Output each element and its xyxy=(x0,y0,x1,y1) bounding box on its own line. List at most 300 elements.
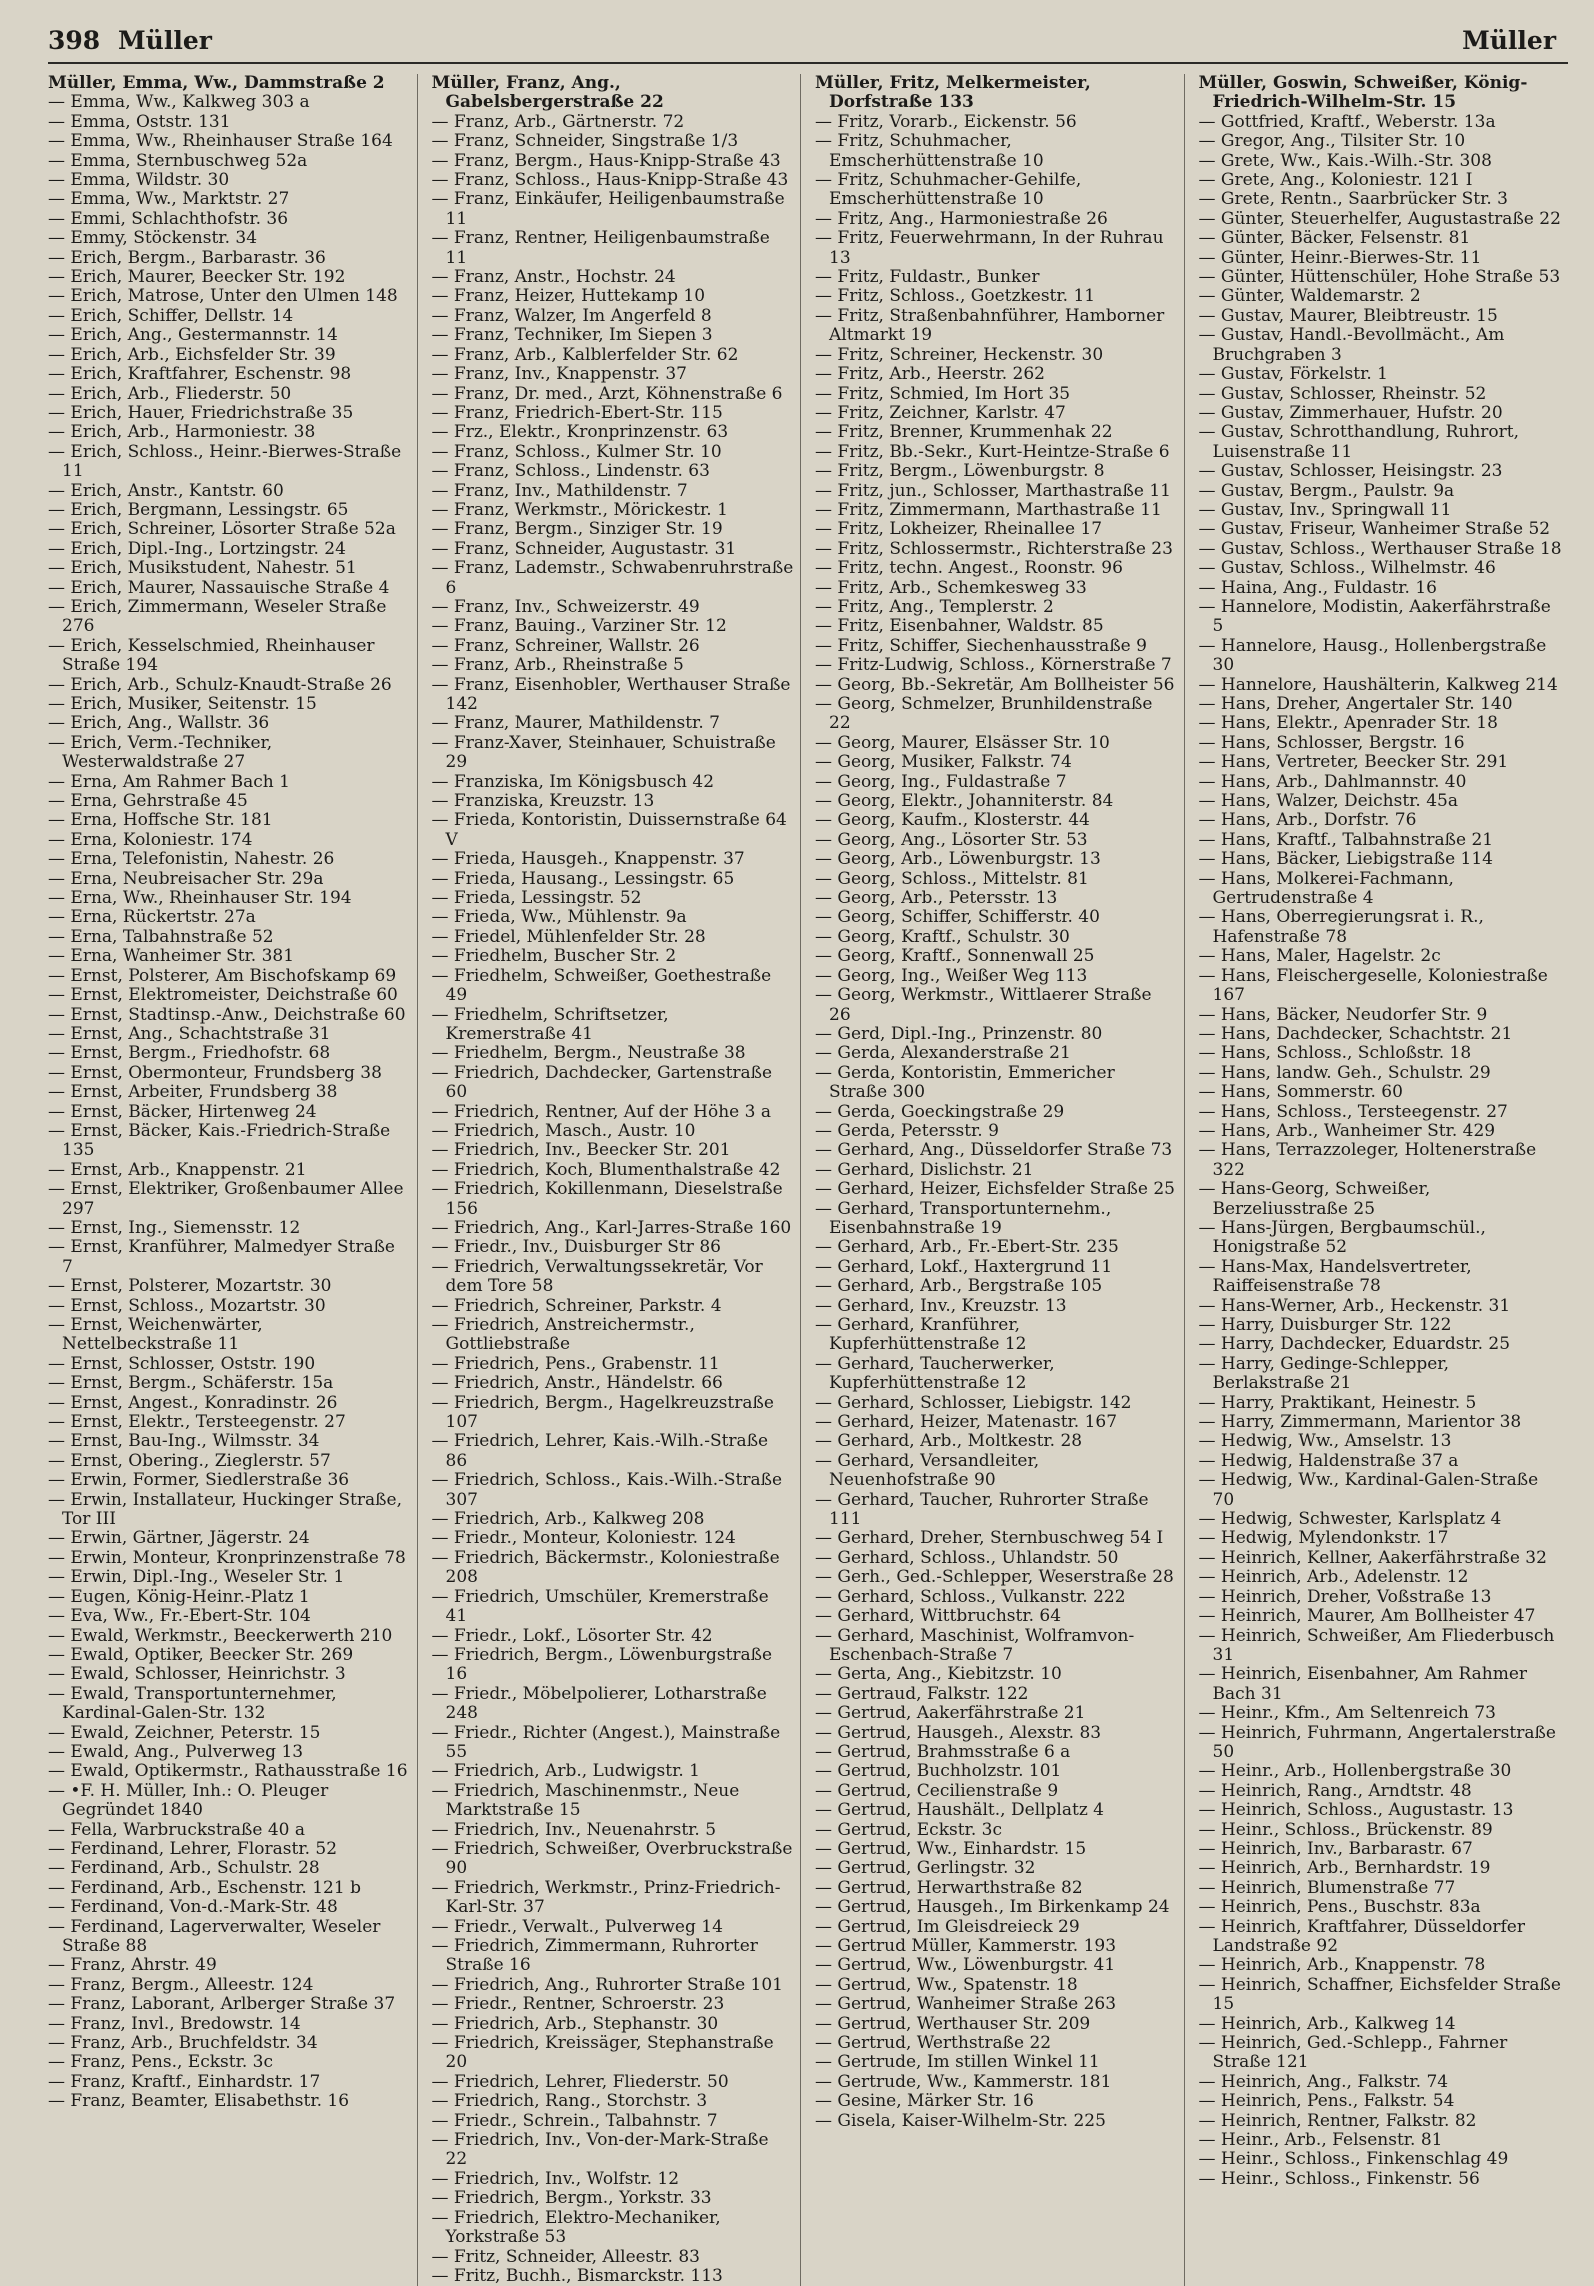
directory-entry: — Ernst, Arb., Knappenstr. 21 xyxy=(48,1159,307,1180)
directory-entry: — Georg, Kraftf., Schulstr. 30 xyxy=(815,926,1070,947)
directory-entry: — Gertraud, Falkstr. 122 xyxy=(815,1683,1029,1704)
directory-entry: — Ewald, Ang., Pulverweg 13 xyxy=(48,1741,304,1762)
directory-entry: — Georg, Ing., Fuldastraße 7 xyxy=(815,771,1067,792)
directory-entry: — Fritz, Bb.-Sekr., Kurt-Heintze-Straße 6 xyxy=(815,441,1170,462)
directory-entry: — Heinrich, Schloss., Augustastr. 13 xyxy=(1198,1800,1514,1821)
directory-entry: — Hans, Sommerstr. 60 xyxy=(1198,1082,1403,1103)
directory-entry: Müller, Goswin, Schweißer, König-Friedrich-Wilhelm-Str. 15 xyxy=(1198,73,1528,113)
directory-entry: — Haina, Ang., Fuldastr. 16 xyxy=(1198,577,1437,598)
directory-entry: — Franz, Schneider, Augustastr. 31 xyxy=(431,538,737,559)
directory-entry: — Gerhard, Versandleiter, Neuenhofstraße 90 xyxy=(815,1450,1040,1491)
directory-entry: — Ernst, Arbeiter, Frundsberg 38 xyxy=(48,1082,338,1103)
directory-entry: — Friedr., Rentner, Schroerstr. 23 xyxy=(431,1994,725,2015)
directory-entry: — Franz, Schloss., Kulmer Str. 10 xyxy=(431,441,722,462)
directory-entry: — Harry, Gedinge-Schlepper, Berlakstraße 21 xyxy=(1198,1353,1449,1394)
directory-entry: — Friedrich, Dachdecker, Gartenstraße 60 xyxy=(431,1062,773,1103)
page-header xyxy=(48,22,1568,64)
directory-entry: — Ernst, Polsterer, Am Bischofskamp 69 xyxy=(48,965,397,986)
directory-entry: — Heinrich, Rentner, Falkstr. 82 xyxy=(1198,2110,1477,2131)
directory-entry: — Ernst, Angest., Konradinstr. 26 xyxy=(48,1392,338,1413)
directory-entry: — Gisela, Kaiser-Wilhelm-Str. 225 xyxy=(815,2110,1106,2131)
directory-entry: — Franz, Bergm., Haus-Knipp-Straße 43 xyxy=(431,150,781,171)
directory-entry: — Georg, Maurer, Elsässer Str. 10 xyxy=(815,732,1110,753)
directory-entry: — •F. H. Müller, Inh.: O. Pleuger Gegründet 1840 xyxy=(48,1780,329,1821)
directory-entry: — Gerda, Goeckingstraße 29 xyxy=(815,1101,1065,1122)
directory-entry: — Georg, Schiffer, Schifferstr. 40 xyxy=(815,907,1100,928)
directory-entry: — Frieda, Ww., Mühlenstr. 9a xyxy=(431,907,687,928)
directory-entry: — Gerda, Kontoristin, Emmericher Straße 300 xyxy=(815,1062,1115,1103)
directory-entry: — Friedrich, Rang., Storchstr. 3 xyxy=(431,2091,708,2112)
directory-entry: — Gertrud, Hausgeh., Alexstr. 83 xyxy=(815,1722,1102,1743)
directory-entry: — Heinrich, Fuhrmann, Angertalerstraße 50 xyxy=(1198,1722,1556,1762)
directory-entry: — Hedwig, Ww., Amselstr. 13 xyxy=(1198,1431,1452,1452)
directory-entry: — Hans, Maler, Hagelstr. 2c xyxy=(1198,946,1441,967)
directory-entry: — Friedel, Mühlenfelder Str. 28 xyxy=(431,926,706,947)
directory-entry: — Heinrich, Dreher, Voßstraße 13 xyxy=(1198,1586,1492,1607)
directory-entry: — Friedrich, Bergm., Löwenburgstraße 16 xyxy=(431,1644,773,1685)
directory-entry: — Fritz-Ludwig, Schloss., Körnerstraße 7 xyxy=(815,655,1172,676)
directory-entry: — Ernst, Bäcker, Hirtenweg 24 xyxy=(48,1101,317,1122)
directory-entry: — Franz, Schloss., Haus-Knipp-Straße 43 xyxy=(431,170,789,191)
directory-entry: — Ernst, Bergm., Friedhofstr. 68 xyxy=(48,1043,331,1064)
directory-entry: — Fritz, Ang., Harmoniestraße 26 xyxy=(815,208,1108,229)
directory-entry: — Georg, Arb., Löwenburgstr. 13 xyxy=(815,849,1101,870)
directory-entry: — Hans, Arb., Wanheimer Str. 429 xyxy=(1198,1120,1496,1141)
directory-entry: — Friedrich, Koch, Blumenthalstraße 42 xyxy=(431,1159,781,1180)
directory-entry: — Eva, Ww., Fr.-Ebert-Str. 104 xyxy=(48,1606,311,1627)
directory-entry: — Erna, Wanheimer Str. 381 xyxy=(48,946,295,967)
directory-entry: — Gerta, Ang., Kiebitzstr. 10 xyxy=(815,1664,1062,1685)
directory-entry: — Friedr., Richter (Angest.), Mainstraße 55 xyxy=(431,1722,781,1762)
directory-entry: — Friedrich, Bergm., Hagelkreuzstraße 107 xyxy=(431,1392,774,1433)
directory-entry: — Friedrich, Anstreichermstr., Gottliebstraße xyxy=(431,1315,695,1355)
directory-entry: — Gerhard, Arb., Bergstraße 105 xyxy=(815,1276,1103,1297)
directory-entry: — Fritz, Schuhmacher-Gehilfe, Emscherhüttenstraße 10 xyxy=(815,170,1082,210)
directory-entry: — Fritz, Arb., Schemkesweg 33 xyxy=(815,577,1087,598)
directory-entry: — Franz, Eisenhobler, Werthauser Straße 142 xyxy=(431,674,791,714)
directory-entry: — Hans, Dreher, Angertaler Str. 140 xyxy=(1198,694,1513,714)
directory-entry: — Gerhard, Lokf., Haxtergrund 11 xyxy=(815,1256,1113,1277)
directory-entry: — Gertrud, Brahmsstraße 6 a xyxy=(815,1741,1071,1762)
directory-entry: — Friedrich, Schloss., Kais.-Wilh.-Straße 307 xyxy=(431,1470,783,1510)
directory-entry: — Georg, Arb., Petersstr. 13 xyxy=(815,888,1058,909)
directory-entry: — Erwin, Dipl.-Ing., Weseler Str. 1 xyxy=(48,1567,345,1588)
directory-entry: — Heinrich, Arb., Kalkweg 14 xyxy=(1198,2013,1456,2034)
directory-entry: — Fritz, Ang., Templerstr. 2 xyxy=(815,596,1054,617)
directory-entry: — Heinrich, Eisenbahner, Am Rahmer Bach 31 xyxy=(1198,1664,1528,1704)
directory-entry: — Ewald, Optikermstr., Rathausstraße 16 xyxy=(48,1761,408,1782)
directory-entry: — Ernst, Weichenwärter, Nettelbeckstraße 11 xyxy=(48,1315,263,1355)
directory-entry: — Günter, Steuerhelfer, Augustastraße 22 xyxy=(1198,208,1561,229)
directory-entry: — Grete, Rentn., Saarbrücker Str. 3 xyxy=(1198,189,1508,210)
directory-entry: — Erich, Arb., Schulz-Knaudt-Straße 26 xyxy=(48,674,392,695)
directory-entry: — Hannelore, Hausg., Hollenbergstraße 30 xyxy=(1198,635,1547,676)
directory-entry: — Fritz, Vorarb., Eickenstr. 56 xyxy=(815,111,1077,132)
directory-entry: — Friedrich, Arb., Kalkweg 208 xyxy=(431,1509,705,1530)
directory-entry: — Ernst, Stadtinsp.-Anw., Deichstraße 60 xyxy=(48,1004,406,1025)
directory-entry: — Ernst, Ang., Schachtstraße 31 xyxy=(48,1023,331,1044)
directory-entry: — Gustav, Schlosser, Rheinstr. 52 xyxy=(1198,383,1487,404)
directory-entry: — Fritz, Schloss., Goetzkestr. 11 xyxy=(815,286,1096,307)
directory-entry: — Erich, Arb., Fliederstr. 50 xyxy=(48,383,292,404)
directory-entry: — Franz, Schneider, Singstraße 1/3 xyxy=(431,131,739,152)
directory-entry: — Gertrud, Ww., Einhardstr. 15 xyxy=(815,1838,1087,1859)
column-4 xyxy=(1199,74,1569,2286)
directory-entry: — Gustav, Handl.-Bevollmächt., Am Bruchgraben 3 xyxy=(1198,325,1505,365)
directory-entry: — Gustav, Friseur, Wanheimer Straße 52 xyxy=(1198,519,1551,540)
directory-entry: — Georg, Schmelzer, Brunhildenstraße 22 xyxy=(815,694,1153,734)
directory-entry: — Hans, Bäcker, Liebigstraße 114 xyxy=(1198,849,1493,870)
directory-entry: — Gertrud, Gerlingstr. 32 xyxy=(815,1858,1036,1879)
directory-entry: — Hedwig, Haldenstraße 37 a xyxy=(1198,1450,1459,1471)
directory-entry: — Fritz, Bergm., Löwenburgstr. 8 xyxy=(815,461,1105,482)
directory-entry: — Harry, Zimmermann, Marientor 38 xyxy=(1198,1412,1522,1433)
directory-entry: — Ernst, Ing., Siemensstr. 12 xyxy=(48,1217,301,1238)
directory-entry: — Ernst, Bau-Ing., Wilmsstr. 34 xyxy=(48,1431,320,1452)
directory-entry: — Friedr., Inv., Duisburger Str 86 xyxy=(431,1237,721,1258)
directory-entry: — Erwin, Gärtner, Jägerstr. 24 xyxy=(48,1528,310,1549)
directory-entry: — Frieda, Hausgeh., Knappenstr. 37 xyxy=(431,849,745,870)
directory-entry: — Franz, Rentner, Heiligenbaumstraße 11 xyxy=(431,228,770,268)
directory-entry: — Fritz, Schreiner, Heckenstr. 30 xyxy=(815,344,1104,365)
directory-entry: — Gregor, Ang., Tilsiter Str. 10 xyxy=(1198,131,1466,152)
directory-entry: — Erich, Schloss., Heinr.-Bierwes-Straße 11 xyxy=(48,441,402,482)
directory-entry: — Gertrude, Ww., Kammerstr. 181 xyxy=(815,2071,1112,2092)
directory-entry: — Franz, Schloss., Lindenstr. 63 xyxy=(431,461,710,482)
directory-entry: — Fritz, Arb., Heerstr. 262 xyxy=(815,364,1045,385)
directory-entry: — Erich, Bergm., Barbarastr. 36 xyxy=(48,247,326,268)
directory-entry: — Gerhard, Schloss., Uhlandstr. 50 xyxy=(815,1547,1119,1568)
directory-entry: — Frieda, Lessingstr. 52 xyxy=(431,888,642,909)
directory-entry: — Erich, Anstr., Kantstr. 60 xyxy=(48,480,284,501)
directory-entry: — Erich, Arb., Eichsfelder Str. 39 xyxy=(48,344,336,365)
directory-entry: — Georg, Kaufm., Klosterstr. 44 xyxy=(815,810,1090,831)
directory-entry: — Friedrich, Inv., Beecker Str. 201 xyxy=(431,1140,731,1161)
directory-entry: — Heinr., Schloss., Finkenstr. 56 xyxy=(1198,2168,1480,2189)
directory-entry: — Gustav, Schrotthandlung, Ruhrort, Luisenstraße 11 xyxy=(1198,422,1520,462)
directory-entry: — Fella, Warbruckstraße 40 a xyxy=(48,1819,305,1840)
directory-entry: — Emma, Oststr. 131 xyxy=(48,111,231,132)
directory-entry: — Georg, Kraftf., Sonnenwall 25 xyxy=(815,946,1095,967)
directory-entry: — Emma, Ww., Kalkweg 303 a xyxy=(48,92,310,113)
directory-entry: — Hans, Arb., Dorfstr. 76 xyxy=(1198,810,1417,831)
directory-entry: — Georg, Werkmstr., Wittlaerer Straße 26 xyxy=(815,985,1152,1025)
directory-entry: Müller, Franz, Ang., Gabelsbergerstraße 22 xyxy=(431,73,664,113)
directory-entry: — Gerhard, Kranführer, Kupferhüttenstraße 12 xyxy=(815,1315,1027,1355)
directory-entry: — Erich, Ang., Wallstr. 36 xyxy=(48,713,270,734)
directory-entry: — Friedrich, Zimmermann, Ruhrorter Straße 16 xyxy=(431,1936,758,1976)
directory-entry: — Friedr., Lokf., Lösorter Str. 42 xyxy=(431,1625,713,1646)
directory-entry: — Hans, Fleischergeselle, Koloniestraße 167 xyxy=(1198,965,1548,1006)
directory-entry: — Heinrich, Pens., Falkstr. 54 xyxy=(1198,2091,1455,2112)
directory-entry: — Franz, Inv., Mathildenstr. 7 xyxy=(431,480,688,501)
directory-entry: — Franz, Arb., Gärtnerstr. 72 xyxy=(431,111,685,132)
directory-entry: — Fritz, techn. Angest., Roonstr. 96 xyxy=(815,558,1123,579)
directory-entry: — Hedwig, Mylendonkstr. 17 xyxy=(1198,1528,1449,1549)
directory-entry: — Ewald, Werkmstr., Beeckerwerth 210 xyxy=(48,1625,393,1646)
directory-entry: — Erich, Schreiner, Lösorter Straße 52a xyxy=(48,519,396,540)
directory-entry: — Gertrud, Eckstr. 3c xyxy=(815,1819,1002,1840)
directory-entry: — Franz, Lademstr., Schwabenruhrstraße 6 xyxy=(431,558,794,598)
directory-entry: — Franz, Einkäufer, Heiligenbaumstraße 11 xyxy=(431,189,785,229)
directory-entry: — Gerhard, Ang., Düsseldorfer Straße 73 xyxy=(815,1140,1173,1161)
directory-entry: — Erich, Musiker, Seitenstr. 15 xyxy=(48,694,317,714)
directory-entry: — Franz, Arb., Kalblerfelder Str. 62 xyxy=(431,344,739,365)
directory-entry: — Fritz, jun., Schlosser, Marthastraße 11 xyxy=(815,480,1171,501)
directory-entry: — Hans, Arb., Dahlmannstr. 40 xyxy=(1198,771,1467,792)
directory-entry: — Erwin, Installateur, Huckinger Straße, Tor III xyxy=(48,1489,402,1530)
directory-entry: — Erna, Hoffsche Str. 181 xyxy=(48,810,273,831)
directory-entry: — Emmy, Stöckenstr. 34 xyxy=(48,228,258,249)
directory-entry: — Hans-Werner, Arb., Heckenstr. 31 xyxy=(1198,1295,1511,1316)
directory-entry: — Friedrich, Inv., Wolfstr. 12 xyxy=(431,2168,680,2189)
directory-entry: — Georg, Ang., Lösorter Str. 53 xyxy=(815,829,1088,850)
directory-entry: — Friedhelm, Buscher Str. 2 xyxy=(431,946,677,967)
directory-entry: — Harry, Praktikant, Heinestr. 5 xyxy=(1198,1392,1477,1413)
directory-entry: — Hans-Georg, Schweißer, Berzeliusstraße 25 xyxy=(1198,1179,1431,1219)
directory-entry: — Friedrich, Verwaltungssekretär, Vor dem Tore 58 xyxy=(431,1256,763,1297)
directory-entry: — Friedrich, Lehrer, Kais.-Wilh.-Straße 86 xyxy=(431,1431,769,1471)
directory-entry: — Heinrich, Arb., Bernhardstr. 19 xyxy=(1198,1858,1491,1879)
directory-entry: — Franz, Werkmstr., Mörickestr. 1 xyxy=(431,499,728,520)
directory-entry: — Erich, Zimmermann, Weseler Straße 276 xyxy=(48,596,387,637)
directory-entry: — Erna, Neubreisacher Str. 29a xyxy=(48,868,324,889)
column-1 xyxy=(48,74,418,2286)
directory-entry: — Friedrich, Schreiner, Parkstr. 4 xyxy=(431,1295,722,1316)
directory-entry: — Emma, Ww., Rheinhauser Straße 164 xyxy=(48,131,393,152)
directory-entry: — Ewald, Schlosser, Heinrichstr. 3 xyxy=(48,1664,346,1685)
directory-entry: — Erna, Talbahnstraße 52 xyxy=(48,926,274,947)
directory-entry: — Erna, Rückertstr. 27a xyxy=(48,907,256,928)
directory-entry: — Fritz, Zeichner, Karlstr. 47 xyxy=(815,402,1066,423)
directory-entry: — Hans-Max, Handelsvertreter, Raiffeisenstraße 78 xyxy=(1198,1256,1472,1297)
directory-entry: — Grete, Ang., Koloniestr. 121 I xyxy=(1198,170,1473,191)
directory-entry: — Gerda, Alexanderstraße 21 xyxy=(815,1043,1071,1064)
directory-entry: — Friedr., Schrein., Talbahnstr. 7 xyxy=(431,2110,718,2131)
directory-entry: — Georg, Ing., Weißer Weg 113 xyxy=(815,965,1088,986)
directory-entry: — Heinrich, Maurer, Am Bollheister 47 xyxy=(1198,1606,1536,1627)
directory-entry: — Günter, Bäcker, Felsenstr. 81 xyxy=(1198,228,1471,249)
directory-entry: — Fritz, Buchh., Bismarckstr. 113 xyxy=(431,2265,723,2286)
column-3 xyxy=(815,74,1185,2286)
directory-entry: — Friedhelm, Schweißer, Goethestraße 49 xyxy=(431,965,772,1006)
directory-entry: — Ewald, Zeichner, Peterstr. 15 xyxy=(48,1722,321,1743)
directory-entry: — Fritz, Straßenbahnführer, Hamborner Altmarkt 19 xyxy=(815,305,1165,346)
directory-entry: — Friedrich, Bergm., Yorkstr. 33 xyxy=(431,2188,712,2209)
directory-entry: — Erich, Schiffer, Dellstr. 14 xyxy=(48,305,294,326)
directory-entry: — Friedrich, Maschinenmstr., Neue Marktstraße 15 xyxy=(431,1780,740,1821)
directory-entry: — Gustav, Inv., Springwall 11 xyxy=(1198,499,1452,520)
directory-entry: — Gertrud, Im Gleisdreieck 29 xyxy=(815,1916,1080,1937)
directory-entry: — Gerda, Petersstr. 9 xyxy=(815,1120,999,1141)
directory-entry: — Gerhard, Maschinist, Wolframvon-Eschenbach-Straße 7 xyxy=(815,1625,1135,1665)
directory-entry: — Gustav, Schloss., Wilhelmstr. 46 xyxy=(1198,558,1496,579)
directory-entry: — Gertrude, Im stillen Winkel 11 xyxy=(815,2052,1100,2073)
directory-entry: — Heinrich, Inv., Barbarastr. 67 xyxy=(1198,1838,1473,1859)
directory-entry: — Erich, Verm.-Techniker, Westerwaldstraße 27 xyxy=(48,732,273,773)
directory-entry: — Erich, Dipl.-Ing., Lortzingstr. 24 xyxy=(48,538,346,559)
directory-entry: — Gerhard, Dislichstr. 21 xyxy=(815,1159,1034,1180)
directory-entry: — Gertrud Müller, Kammerstr. 193 xyxy=(815,1936,1117,1956)
directory-entry: — Gertrud, Ww., Löwenburgstr. 41 xyxy=(815,1955,1116,1976)
directory-entry: — Heinrich, Blumenstraße 77 xyxy=(1198,1877,1456,1898)
directory-entry: — Hans, Schloss., Schloßstr. 18 xyxy=(1198,1043,1472,1064)
directory-entry: — Franz, Inv., Schweizerstr. 49 xyxy=(431,596,700,617)
directory-entry: — Franz, Bauing., Varziner Str. 12 xyxy=(431,616,727,637)
directory-entry: — Fritz, Schneider, Alleestr. 83 xyxy=(431,2246,700,2267)
directory-entry: — Franziska, Im Königsbusch 42 xyxy=(431,771,715,792)
directory-entry: — Ferdinand, Arb., Schulstr. 28 xyxy=(48,1858,320,1879)
directory-entry: — Ernst, Obering., Zieglerstr. 57 xyxy=(48,1450,331,1471)
header-left-name: Müller xyxy=(118,26,212,55)
directory-entry: — Ernst, Polsterer, Mozartstr. 30 xyxy=(48,1276,332,1297)
directory-entry: — Fritz, Feuerwehrmann, In der Ruhrau 13 xyxy=(815,228,1164,268)
directory-entry: — Franz, Ahrstr. 49 xyxy=(48,1955,217,1976)
directory-entry: — Heinrich, Pens., Buschstr. 83a xyxy=(1198,1897,1481,1918)
directory-entry: — Heinrich, Ged.-Schlepp., Fahrner Straße 121 xyxy=(1198,2033,1508,2073)
directory-entry: — Georg, Bb.-Sekretär, Am Bollheister 56 xyxy=(815,674,1175,695)
directory-entry: — Emma, Wildstr. 30 xyxy=(48,170,230,191)
directory-entry: — Fritz, Schlossermstr., Richterstraße 23 xyxy=(815,538,1173,559)
directory-entry: — Gerhard, Taucherwerker, Kupferhüttenstraße 12 xyxy=(815,1353,1055,1394)
directory-entry: — Friedrich, Masch., Austr. 10 xyxy=(431,1120,696,1141)
directory-entry: — Harry, Dachdecker, Eduardstr. 25 xyxy=(1198,1334,1511,1355)
directory-entry: — Hans, Schloss., Tersteegenstr. 27 xyxy=(1198,1101,1508,1122)
directory-entry: — Erwin, Monteur, Kronprinzenstraße 78 xyxy=(48,1547,406,1568)
directory-entry: Müller, Emma, Ww., Dammstraße 2 xyxy=(48,73,385,93)
directory-entry: — Friedrich, Arb., Ludwigstr. 1 xyxy=(431,1761,700,1782)
directory-entry: — Franz, Invl., Bredowstr. 14 xyxy=(48,2013,301,2034)
directory-entry: — Gertrud, Werthstraße 22 xyxy=(815,2033,1052,2054)
directory-entry: — Gertrud, Buchholzstr. 101 xyxy=(815,1761,1062,1782)
directory-entry: — Hans-Jürgen, Bergbaumschül., Honigstraße 52 xyxy=(1198,1217,1486,1258)
directory-entry: — Emmi, Schlachthofstr. 36 xyxy=(48,208,289,229)
directory-entry: — Ferdinand, Lehrer, Florastr. 52 xyxy=(48,1838,338,1859)
directory-entry: — Gerhard, Schlosser, Liebigstr. 142 xyxy=(815,1392,1132,1413)
directory-entry: — Franz, Kraftf., Einhardstr. 17 xyxy=(48,2071,321,2092)
directory-entry: — Gottfried, Kraftf., Weberstr. 13a xyxy=(1198,111,1496,132)
directory-entry: — Gustav, Zimmerhauer, Hufstr. 20 xyxy=(1198,402,1503,423)
directory-entry: — Friedrich, Lehrer, Fliederstr. 50 xyxy=(431,2071,729,2092)
directory-entry: — Erich, Ang., Gestermannstr. 14 xyxy=(48,325,338,346)
directory-entry: — Hans, Oberregierungsrat i. R., Hafenstraße 78 xyxy=(1198,907,1484,947)
directory-entry: — Franz, Bergm., Alleestr. 124 xyxy=(48,1974,314,1995)
directory-entry: — Gertrud, Ww., Spatenstr. 18 xyxy=(815,1974,1078,1995)
directory-entry: — Franz, Techniker, Im Siepen 3 xyxy=(431,325,713,346)
directory-entry: — Heinrich, Schaffner, Eichsfelder Straße 15 xyxy=(1198,1974,1561,2015)
directory-entry: — Friedrich, Anstr., Händelstr. 66 xyxy=(431,1373,723,1394)
directory-entry: — Hans, Elektr., Apenrader Str. 18 xyxy=(1198,713,1498,734)
directory-entry: — Heinrich, Schweißer, Am Fliederbusch 31 xyxy=(1198,1625,1555,1665)
directory-entry: — Ernst, Elektr., Tersteegenstr. 27 xyxy=(48,1412,346,1433)
directory-entry: — Hans, Walzer, Deichstr. 45a xyxy=(1198,791,1458,812)
directory-entry: — Franz, Arb., Rheinstraße 5 xyxy=(431,655,684,676)
directory-entry: — Günter, Hüttenschüler, Hohe Straße 53 xyxy=(1198,267,1561,288)
directory-entry: — Friedrich, Inv., Von-der-Mark-Straße 22 xyxy=(431,2130,769,2170)
directory-entry: — Friedrich, Schweißer, Overbruckstraße 90 xyxy=(431,1838,793,1879)
directory-entry: — Georg, Musiker, Falkstr. 74 xyxy=(815,752,1072,773)
directory-entry: — Erich, Kesselschmied, Rheinhauser Straße 194 xyxy=(48,635,375,676)
directory-entry: — Eugen, König-Heinr.-Platz 1 xyxy=(48,1586,310,1607)
directory-entry: — Heinrich, Kraftfahrer, Düsseldorfer Landstraße 92 xyxy=(1198,1916,1525,1956)
directory-entry: — Erich, Hauer, Friedrichstraße 35 xyxy=(48,402,354,423)
directory-entry: — Ernst, Bäcker, Kais.-Friedrich-Straße 135 xyxy=(48,1120,391,1161)
directory-entry: — Friedrich, Elektro-Mechaniker, Yorkstraße 53 xyxy=(431,2207,721,2248)
directory-entry: — Franz, Laborant, Arlberger Straße 37 xyxy=(48,1994,396,2015)
directory-entry: — Friedrich, Kokillenmann, Dieselstraße 156 xyxy=(431,1179,783,1219)
directory-entry: — Ernst, Schloss., Mozartstr. 30 xyxy=(48,1295,326,1316)
directory-entry: — Hans, Molkerei-Fachmann, Gertrudenstraße 4 xyxy=(1198,868,1454,909)
directory-entry: — Günter, Waldemarstr. 2 xyxy=(1198,286,1421,307)
directory-entry: — Fritz, Schmied, Im Hort 35 xyxy=(815,383,1071,404)
directory-entry: — Franz, Pens., Eckstr. 3c xyxy=(48,2052,273,2073)
directory-entry: — Gerhard, Schloss., Vulkanstr. 222 xyxy=(815,1586,1126,1607)
directory-entry: — Ewald, Optiker, Beecker Str. 269 xyxy=(48,1644,354,1665)
directory-entry: — Georg, Schloss., Mittelstr. 81 xyxy=(815,868,1089,889)
directory-entry: — Hedwig, Schwester, Karlsplatz 4 xyxy=(1198,1509,1502,1530)
directory-entry: — Friedrich, Pens., Grabenstr. 11 xyxy=(431,1353,720,1374)
directory-entry: — Gertrud, Werthauser Str. 209 xyxy=(815,2013,1091,2034)
directory-entry: — Franz, Maurer, Mathildenstr. 7 xyxy=(431,713,720,734)
directory-entry: — Gerhard, Heizer, Matenastr. 167 xyxy=(815,1412,1118,1433)
directory-entry: — Gerhard, Inv., Kreuzstr. 13 xyxy=(815,1295,1067,1316)
directory-entry: — Gertrud, Aakerfährstraße 21 xyxy=(815,1703,1086,1724)
directory-entry: — Hans, Dachdecker, Schachtstr. 21 xyxy=(1198,1023,1513,1044)
directory-entry: — Erna, Koloniestr. 174 xyxy=(48,829,253,850)
directory-entry: — Erich, Maurer, Beecker Str. 192 xyxy=(48,267,346,288)
directory-entry: — Friedrich, Umschüler, Kremerstraße 41 xyxy=(431,1586,769,1627)
directory-entry: — Gerhard, Taucher, Ruhrorter Straße 111 xyxy=(815,1489,1149,1530)
directory-entry: — Gertrud, Cecilienstraße 9 xyxy=(815,1780,1059,1801)
directory-entry: — Frieda, Hausang., Lessingstr. 65 xyxy=(431,868,735,889)
directory-entry: — Friedhelm, Bergm., Neustraße 38 xyxy=(431,1043,746,1064)
directory-entry: — Erwin, Former, Siedlerstraße 36 xyxy=(48,1470,350,1491)
directory-entry: — Heinrich, Arb., Adelenstr. 12 xyxy=(1198,1567,1469,1588)
directory-entry: — Gustav, Bergm., Paulstr. 9a xyxy=(1198,480,1455,501)
directory-entry: — Franz, Arb., Bruchfeldstr. 34 xyxy=(48,2033,318,2054)
directory-entry: — Franz-Xaver, Steinhauer, Schuistraße 29 xyxy=(431,732,776,773)
directory-entry: — Erich, Musikstudent, Nahestr. 51 xyxy=(48,558,357,579)
directory-entry: — Erich, Bergmann, Lessingstr. 65 xyxy=(48,499,349,520)
directory-entry: — Hans, Kraftf., Talbahnstraße 21 xyxy=(1198,829,1494,850)
directory-entry: — Friedrich, Rentner, Auf der Höhe 3 a xyxy=(431,1101,771,1122)
directory-entry: — Fritz, Brenner, Krummenhak 22 xyxy=(815,422,1113,443)
directory-entry: — Friedrich, Ang., Ruhrorter Straße 101 xyxy=(431,1974,783,1995)
page-number: 398 xyxy=(48,26,101,55)
directory-entry: — Erich, Maurer, Nassauische Straße 4 xyxy=(48,577,390,598)
directory-entry: — Friedrich, Inv., Neuenahrstr. 5 xyxy=(431,1819,717,1840)
directory-entry: — Gerd, Dipl.-Ing., Prinzenstr. 80 xyxy=(815,1023,1103,1044)
directory-entry: — Erna, Am Rahmer Bach 1 xyxy=(48,771,290,792)
directory-entry: — Frieda, Kontoristin, Duissernstraße 64 V xyxy=(431,810,787,850)
directory-entry: — Ernst, Elektriker, Großenbaumer Allee 297 xyxy=(48,1179,404,1219)
directory-entry: — Erna, Telefonistin, Nahestr. 26 xyxy=(48,849,335,870)
directory-entry: — Gerhard, Transportunternehm., Eisenbahnstraße 19 xyxy=(815,1198,1112,1238)
directory-entry: — Fritz, Lokheizer, Rheinallee 17 xyxy=(815,519,1103,540)
directory-entry: — Fritz, Eisenbahner, Waldstr. 85 xyxy=(815,616,1104,637)
directory-entry: — Friedrich, Bäckermstr., Koloniestraße 208 xyxy=(431,1547,780,1588)
directory-entry: — Fritz, Fuldastr., Bunker xyxy=(815,267,1040,288)
directory-entry: — Hans, Bäcker, Neudorfer Str. 9 xyxy=(1198,1004,1488,1025)
directory-entry: — Heinr., Schloss., Brückenstr. 89 xyxy=(1198,1819,1493,1840)
directory-entry: — Gertrud, Haushält., Dellplatz 4 xyxy=(815,1800,1104,1821)
directory-entry: — Ferdinand, Lagerverwalter, Weseler Straße 88 xyxy=(48,1916,381,1956)
directory-entry: — Harry, Duisburger Str. 122 xyxy=(1198,1315,1452,1335)
directory-entry: — Gertrud, Hausgeh., Im Birkenkamp 24 xyxy=(815,1897,1170,1918)
directory-entry: — Heinr., Arb., Hollenbergstraße 30 xyxy=(1198,1761,1512,1782)
directory-entry: — Franz, Schreiner, Wallstr. 26 xyxy=(431,635,700,656)
directory-entry: — Gerhard, Heizer, Eichsfelder Straße 25 xyxy=(815,1179,1175,1200)
